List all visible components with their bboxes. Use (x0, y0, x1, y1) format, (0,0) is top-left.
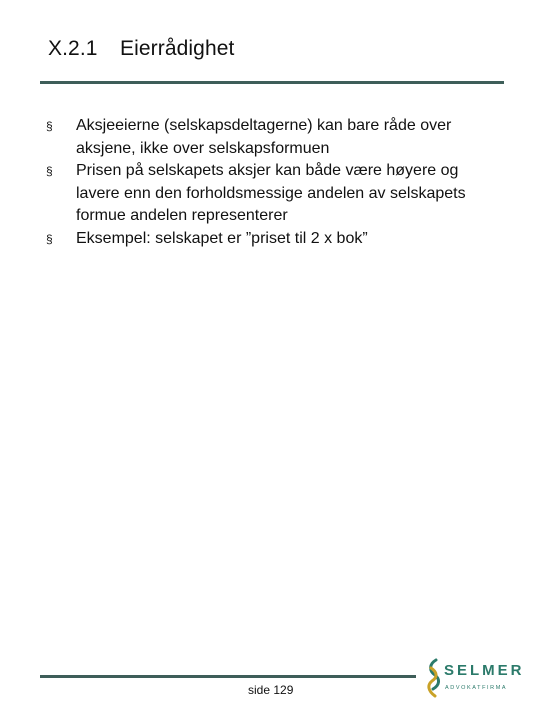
bullet-text: Eksempel: selskapet er ”priset til 2 x bok” (76, 229, 368, 247)
slide-title (48, 37, 234, 61)
bullet-marker-icon: § (46, 164, 53, 178)
logo-mark-icon (426, 658, 442, 698)
bullet-text: Aksjeeierne (selskapsdeltagerne) kan bare råde over aksjene, ikke over selskapsformuen (76, 117, 452, 157)
title-divider (40, 81, 504, 84)
logo-subtitle: ADVOKATFIRMA (445, 685, 508, 691)
footer-divider (40, 675, 416, 678)
bullet-item (46, 160, 506, 228)
selmer-logo (426, 658, 525, 700)
title-text: Eierrådighet (120, 37, 235, 60)
logo-name: SELMER (444, 662, 525, 679)
bullet-list (46, 115, 506, 250)
bullet-item (46, 228, 506, 251)
page-number: side 129 (248, 683, 294, 697)
bullet-item (46, 115, 506, 160)
bullet-marker-icon: § (46, 119, 53, 133)
bullet-marker-icon: § (46, 231, 53, 246)
title-number: X.2.1 (48, 37, 98, 60)
bullet-text: Prisen på selskapets aksjer kan både være høyere og lavere enn den forholdsmessige andelen av selskapets formue andelen representerer (76, 162, 466, 224)
